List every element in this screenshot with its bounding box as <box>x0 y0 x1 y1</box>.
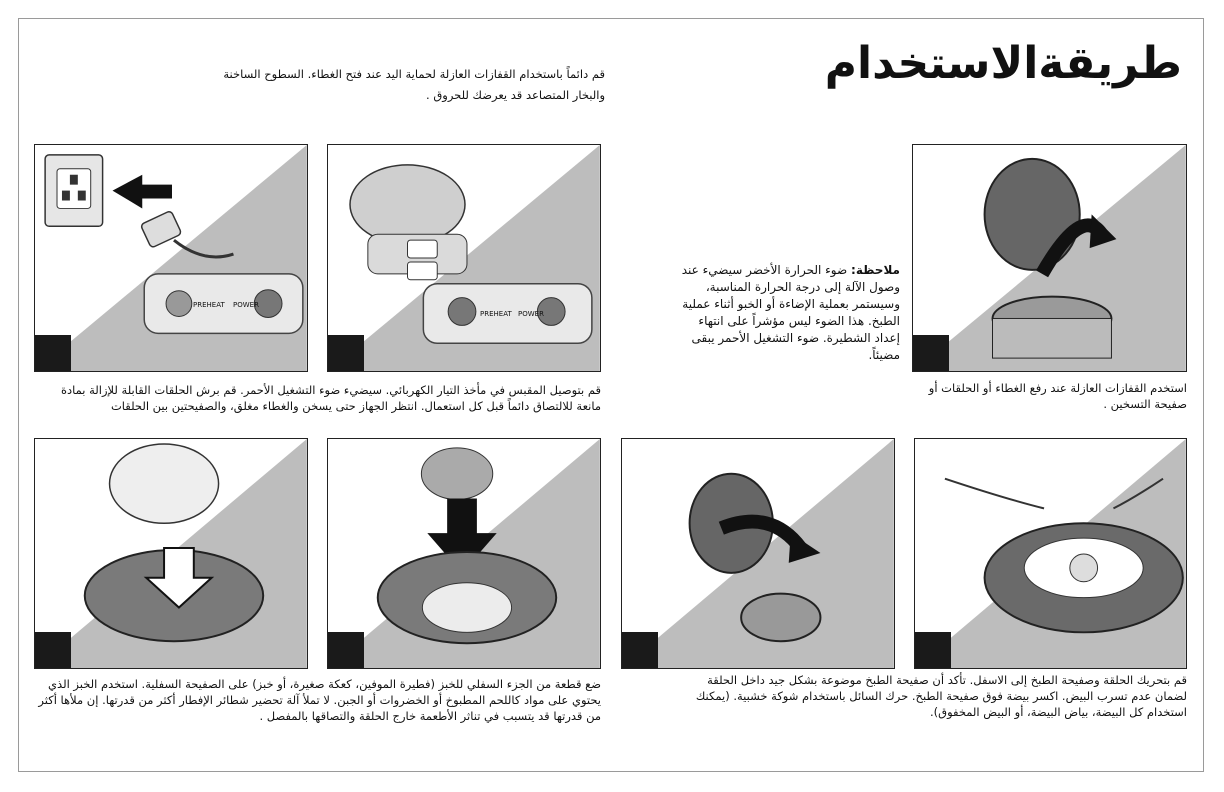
step-number-box <box>328 335 364 371</box>
panel-crack-egg <box>914 438 1187 669</box>
power-label: POWER <box>518 310 544 318</box>
step-number-box <box>35 335 71 371</box>
panel-open-lid <box>912 144 1187 372</box>
panel-plug-in <box>34 144 308 372</box>
page-title: طريقةالاستخدام <box>824 38 1182 89</box>
step-number-box <box>35 632 71 668</box>
panel-preheat <box>327 144 601 372</box>
panel-add-toppings <box>327 438 601 669</box>
step-number-box <box>913 335 949 371</box>
power-label: POWER <box>233 301 259 309</box>
caption-step6-7: ضع قطعة من الجزء السفلي للخبز (فطيرة الموفين، كعكة صغيرة، أو خبز) على الصفيحة السفلية. استخدم الخبز الذي يحتوي على مواد كاللحم المطبوخ أو الخضروات أو الجبن. لا تملأ آلة تحضير شطائر الإفطار أكثر من قدرتها. إن ملأها أكثر من قدرتها قد يتسبب في تناثر الأطعمة خارج الحلقة والتصاقها بالمفصل . <box>38 677 601 723</box>
panel-place-bread <box>34 438 308 669</box>
plug-illustration <box>35 145 307 371</box>
bread-illustration <box>35 439 307 668</box>
open-lid-illustration <box>913 145 1186 371</box>
note-box <box>670 262 900 364</box>
note-label: ملاحظة: <box>851 263 900 277</box>
step-number-box <box>915 632 951 668</box>
preheat-illustration <box>328 145 600 371</box>
step-number-box <box>622 632 658 668</box>
preheat-label: PREHEAT <box>193 301 225 309</box>
step-number-box <box>328 632 364 668</box>
egg-illustration <box>915 439 1186 668</box>
caption-step1: استخدم القفازات العازلة عند رفع الغطاء أو الحلقات أو صفيحة التسخين . <box>928 381 1187 411</box>
toppings-illustration <box>328 439 600 668</box>
preheat-label: PREHEAT <box>480 310 512 318</box>
panel-lower-ring <box>621 438 895 669</box>
lower-ring-illustration <box>622 439 894 668</box>
note-text: ضوء الحرارة الأخضر سيضيء عند وصول الآلة إلى درجة الحرارة المناسبة، وسيستمر بعملية الإضاءة أو الخبو أثناء عملية الطبخ. هذا الضوء ليس مؤشراً على انتهاء إعداد الشطيرة. ضوء التشغيل الأحمر يبقى مضيئاً. <box>681 263 900 362</box>
safety-warning: قم دائماً باستخدام القفازات العازلة لحماية اليد عند فتح الغطاء. السطوح الساخنة والبخار المتصاعد قد يعرضك للحروق . <box>223 67 605 102</box>
caption-step2-3: قم بتوصيل المقبس في مأخذ التيار الكهربائي. سيضيء ضوء التشغيل الأحمر. قم برش الحلقات القابلة للإزالة بمادة مانعة للالتصاق دائماً قبل كل استعمال. انتظر الجهاز حتى يسخن والغطاء مغلق، والصفيحتين بين الحلقات <box>60 383 601 413</box>
caption-step4-5: قم بتحريك الحلقة وصفيحة الطبخ إلى الاسفل. تأكد أن صفيحة الطبخ موضوعة بشكل جيد داخل الحلقة لضمان عدم تسرب البيض. اكسر بيضة فوق صفيحة الطبخ. حرك السائل باستخدام شوكة خشبية. (يمكنك استخدام كل البيضة، بياض البيضة، أو البيض المخفوق). <box>695 673 1187 719</box>
